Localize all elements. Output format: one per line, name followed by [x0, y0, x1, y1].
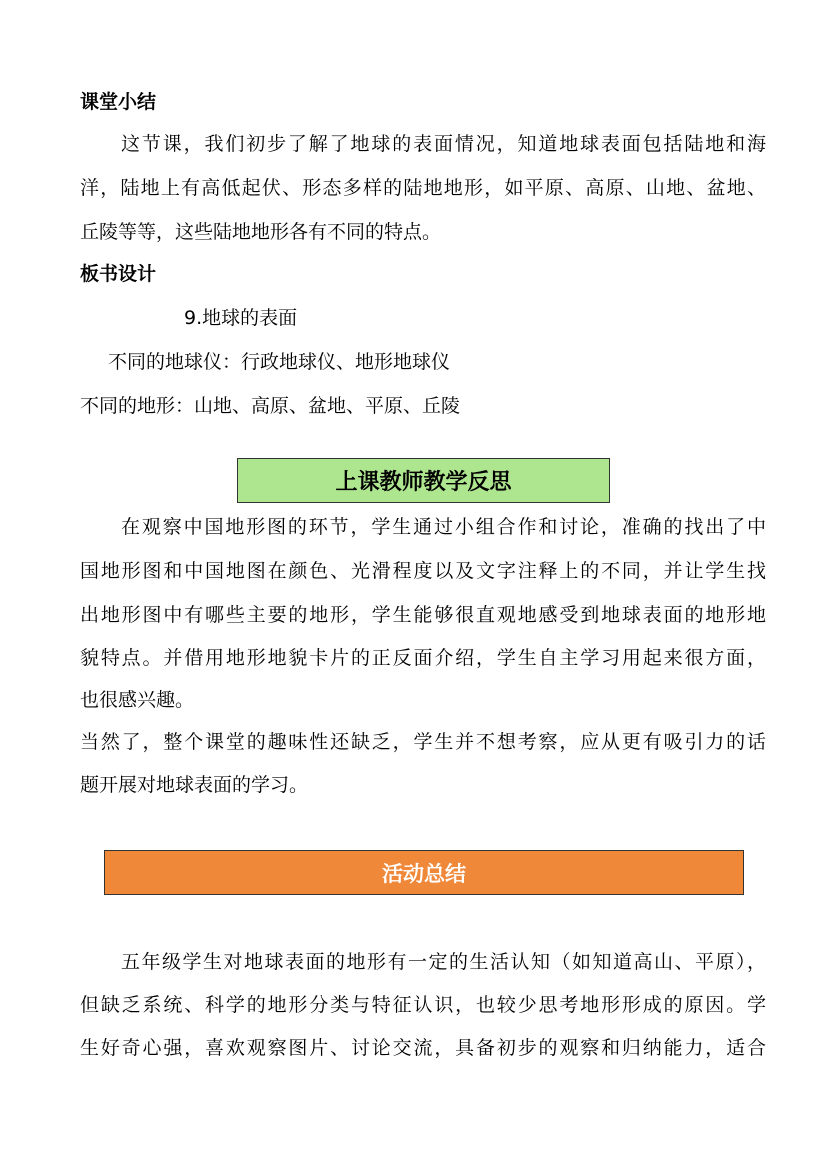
activity-line-1: 五年级学生对地球表面的地形有一定的生活认知（如知道高山、平原）， — [121, 951, 766, 973]
summary-line-2: 洋，陆地上有高低起伏、形态多样的陆地地形，如平原、高原、山地、盆地、 — [80, 177, 766, 199]
reflection-line-3: 出地形图中有哪些主要的地形，学生能够很直观地感受到地球表面的地形地 — [80, 604, 766, 626]
activity-line-2: 但缺乏系统、科学的地形分类与特征认识，也较少思考地形形成的原因。学 — [80, 994, 766, 1016]
board-title: 9.地球的表面 — [184, 307, 298, 329]
activity-title: 活动总结 — [382, 861, 466, 886]
reflection-title-box — [237, 458, 610, 503]
reflection-line-1: 在观察中国地形图的环节，学生通过小组合作和讨论，准确的找出了中 — [121, 516, 766, 538]
summary-heading: 课堂小结 — [80, 91, 157, 113]
activity-line-3: 生好奇心强，喜欢观察图片、讨论交流，具备初步的观察和归纳能力，适合 — [80, 1037, 766, 1059]
summary-line-1: 这节课，我们初步了解了地球的表面情况，知道地球表面包括陆地和海 — [121, 133, 766, 155]
reflection-line-2: 国地形图和中国地图在颜色、光滑程度以及文字注释上的不同，并让学生找 — [80, 560, 766, 582]
reflection-line-5: 也很感兴趣。 — [80, 689, 195, 711]
reflection-line-6: 当然了，整个课堂的趣味性还缺乏，学生并不想考察，应从更有吸引力的话 — [80, 731, 766, 753]
board-heading: 板书设计 — [80, 263, 157, 285]
reflection-line-7: 题开展对地球表面的学习。 — [80, 774, 309, 796]
board-line-1: 不同的地球仪：行政地球仪、地形地球仪 — [108, 351, 451, 373]
board-line-2: 不同的地形：山地、高原、盆地、平原、丘陵 — [80, 395, 461, 417]
summary-line-3: 丘陵等等，这些陆地地形各有不同的特点。 — [80, 221, 442, 243]
reflection-line-4: 貌特点。并借用地形地貌卡片的正反面介绍，学生自主学习用起来很方面， — [80, 647, 766, 669]
reflection-title: 上课教师教学反思 — [335, 470, 512, 495]
activity-title-box — [104, 850, 744, 895]
